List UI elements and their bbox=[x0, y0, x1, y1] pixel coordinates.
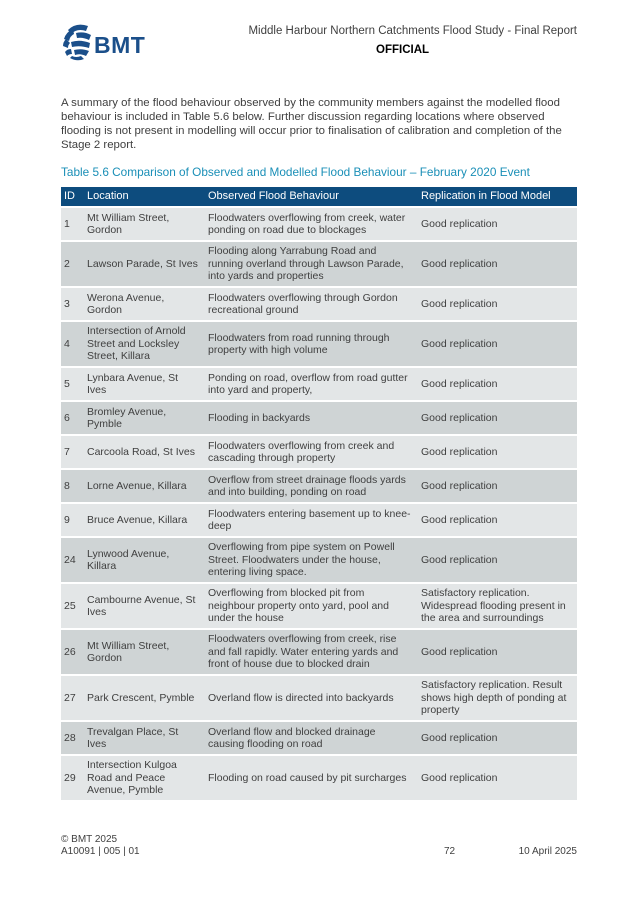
cell-id: 5 bbox=[61, 368, 83, 400]
cell-replication: Good replication bbox=[417, 470, 577, 502]
cell-id: 1 bbox=[61, 208, 83, 240]
cell-id: 27 bbox=[61, 676, 83, 720]
cell-location: Werona Avenue, Gordon bbox=[83, 288, 204, 320]
cell-location: Lynbara Avenue, St Ives bbox=[83, 368, 204, 400]
table-row bbox=[61, 538, 577, 582]
intro-paragraph: A summary of the flood behaviour observed by the community members against the modelled flood behaviour is included in Table 5.6 below. Further discussion regarding locations where observed flooding is not present in modelling will occur prior to finalisation of calibration and completion of the Stage 2 report. bbox=[61, 97, 562, 151]
cell-observed: Overland flow is directed into backyards bbox=[204, 676, 417, 720]
footer-copyright: © BMT 2025 bbox=[61, 834, 118, 845]
table-header-row bbox=[61, 187, 577, 206]
cell-replication: Good replication bbox=[417, 322, 577, 366]
footer-page-number: 72 bbox=[444, 846, 456, 857]
cell-observed: Overflow from street drainage floods yards and into building, ponding on road bbox=[204, 470, 417, 502]
cell-location: Bruce Avenue, Killara bbox=[83, 504, 204, 536]
flood-comparison-table bbox=[61, 185, 577, 802]
cell-observed: Ponding on road, overflow from road gutter into yard and property, bbox=[204, 368, 417, 400]
header-location: Location bbox=[83, 187, 204, 206]
cell-replication: Good replication bbox=[417, 242, 577, 286]
cell-replication: Good replication bbox=[417, 504, 577, 536]
report-title: Middle Harbour Northern Catchments Flood Study - Final Report bbox=[248, 25, 577, 37]
cell-id: 25 bbox=[61, 584, 83, 628]
cell-observed: Overland flow and blocked drainage causing flooding on road bbox=[204, 722, 417, 754]
table-row bbox=[61, 584, 577, 628]
cell-id: 7 bbox=[61, 436, 83, 468]
table-row bbox=[61, 676, 577, 720]
cell-observed: Floodwaters overflowing from creek and cascading through property bbox=[204, 436, 417, 468]
cell-replication: Satisfactory replication. Result shows high depth of ponding at property bbox=[417, 676, 577, 720]
cell-location: Park Crescent, Pymble bbox=[83, 676, 204, 720]
cell-location: Mt William Street, Gordon bbox=[83, 630, 204, 674]
cell-observed: Flooding in backyards bbox=[204, 402, 417, 434]
table-row bbox=[61, 242, 577, 286]
cell-location: Lorne Avenue, Killara bbox=[83, 470, 204, 502]
cell-id: 28 bbox=[61, 722, 83, 754]
table-row bbox=[61, 436, 577, 468]
table-row bbox=[61, 208, 577, 240]
cell-location: Lawson Parade, St Ives bbox=[83, 242, 204, 286]
table-row bbox=[61, 630, 577, 674]
table-row bbox=[61, 368, 577, 400]
cell-id: 8 bbox=[61, 470, 83, 502]
cell-observed: Flooding on road caused by pit surcharges bbox=[204, 756, 417, 800]
cell-location: Lynwood Avenue, Killara bbox=[83, 538, 204, 582]
cell-location: Mt William Street, Gordon bbox=[83, 208, 204, 240]
cell-observed: Floodwaters entering basement up to knee-deep bbox=[204, 504, 417, 536]
header-id: ID bbox=[61, 187, 83, 206]
cell-location: Intersection of Arnold Street and Locksley Street, Killara bbox=[83, 322, 204, 366]
table-row bbox=[61, 402, 577, 434]
table-row bbox=[61, 470, 577, 502]
cell-location: Bromley Avenue, Pymble bbox=[83, 402, 204, 434]
logo-text: BMT bbox=[94, 32, 146, 58]
cell-replication: Satisfactory replication. Widespread flooding present in the area and surroundings bbox=[417, 584, 577, 628]
cell-observed: Floodwaters from road running through property with high volume bbox=[204, 322, 417, 366]
cell-replication: Good replication bbox=[417, 630, 577, 674]
cell-observed: Floodwaters overflowing from creek, rise and fall rapidly. Water entering yards and front of house due to blocked drain bbox=[204, 630, 417, 674]
cell-observed: Overflowing from pipe system on Powell Street. Floodwaters under the house, entering living space. bbox=[204, 538, 417, 582]
cell-observed: Overflowing from blocked pit from neighbour property onto yard, pool and under the house bbox=[204, 584, 417, 628]
cell-id: 29 bbox=[61, 756, 83, 800]
bmt-logo bbox=[62, 20, 152, 64]
cell-replication: Good replication bbox=[417, 722, 577, 754]
cell-observed: Flooding along Yarrabung Road and running overland through Lawson Parade, into yards and properties bbox=[204, 242, 417, 286]
cell-observed: Floodwaters overflowing from creek, water ponding on road due to blockages bbox=[204, 208, 417, 240]
cell-location: Cambourne Avenue, St Ives bbox=[83, 584, 204, 628]
cell-replication: Good replication bbox=[417, 538, 577, 582]
table-row bbox=[61, 288, 577, 320]
table-row bbox=[61, 322, 577, 366]
cell-id: 26 bbox=[61, 630, 83, 674]
table-row bbox=[61, 504, 577, 536]
cell-observed: Floodwaters overflowing through Gordon recreational ground bbox=[204, 288, 417, 320]
header-replication: Replication in Flood Model bbox=[417, 187, 577, 206]
cell-location: Trevalgan Place, St Ives bbox=[83, 722, 204, 754]
cell-location: Carcoola Road, St Ives bbox=[83, 436, 204, 468]
table-row bbox=[61, 756, 577, 800]
cell-replication: Good replication bbox=[417, 436, 577, 468]
cell-replication: Good replication bbox=[417, 756, 577, 800]
header-observed: Observed Flood Behaviour bbox=[204, 187, 417, 206]
cell-id: 4 bbox=[61, 322, 83, 366]
cell-id: 9 bbox=[61, 504, 83, 536]
cell-replication: Good replication bbox=[417, 208, 577, 240]
cell-id: 24 bbox=[61, 538, 83, 582]
table-row bbox=[61, 722, 577, 754]
cell-replication: Good replication bbox=[417, 368, 577, 400]
cell-id: 2 bbox=[61, 242, 83, 286]
footer-date: 10 April 2025 bbox=[518, 846, 577, 857]
cell-id: 6 bbox=[61, 402, 83, 434]
cell-location: Intersection Kulgoa Road and Peace Avenue, Pymble bbox=[83, 756, 204, 800]
cell-replication: Good replication bbox=[417, 288, 577, 320]
classification-label: OFFICIAL bbox=[376, 44, 430, 56]
footer-doc-number: A10091 | 005 | 01 bbox=[61, 846, 140, 857]
globe-icon bbox=[62, 22, 96, 62]
table-body bbox=[61, 208, 577, 800]
table-caption: Table 5.6 Comparison of Observed and Modelled Flood Behaviour – February 2020 Event bbox=[61, 165, 530, 179]
cell-id: 3 bbox=[61, 288, 83, 320]
cell-replication: Good replication bbox=[417, 402, 577, 434]
